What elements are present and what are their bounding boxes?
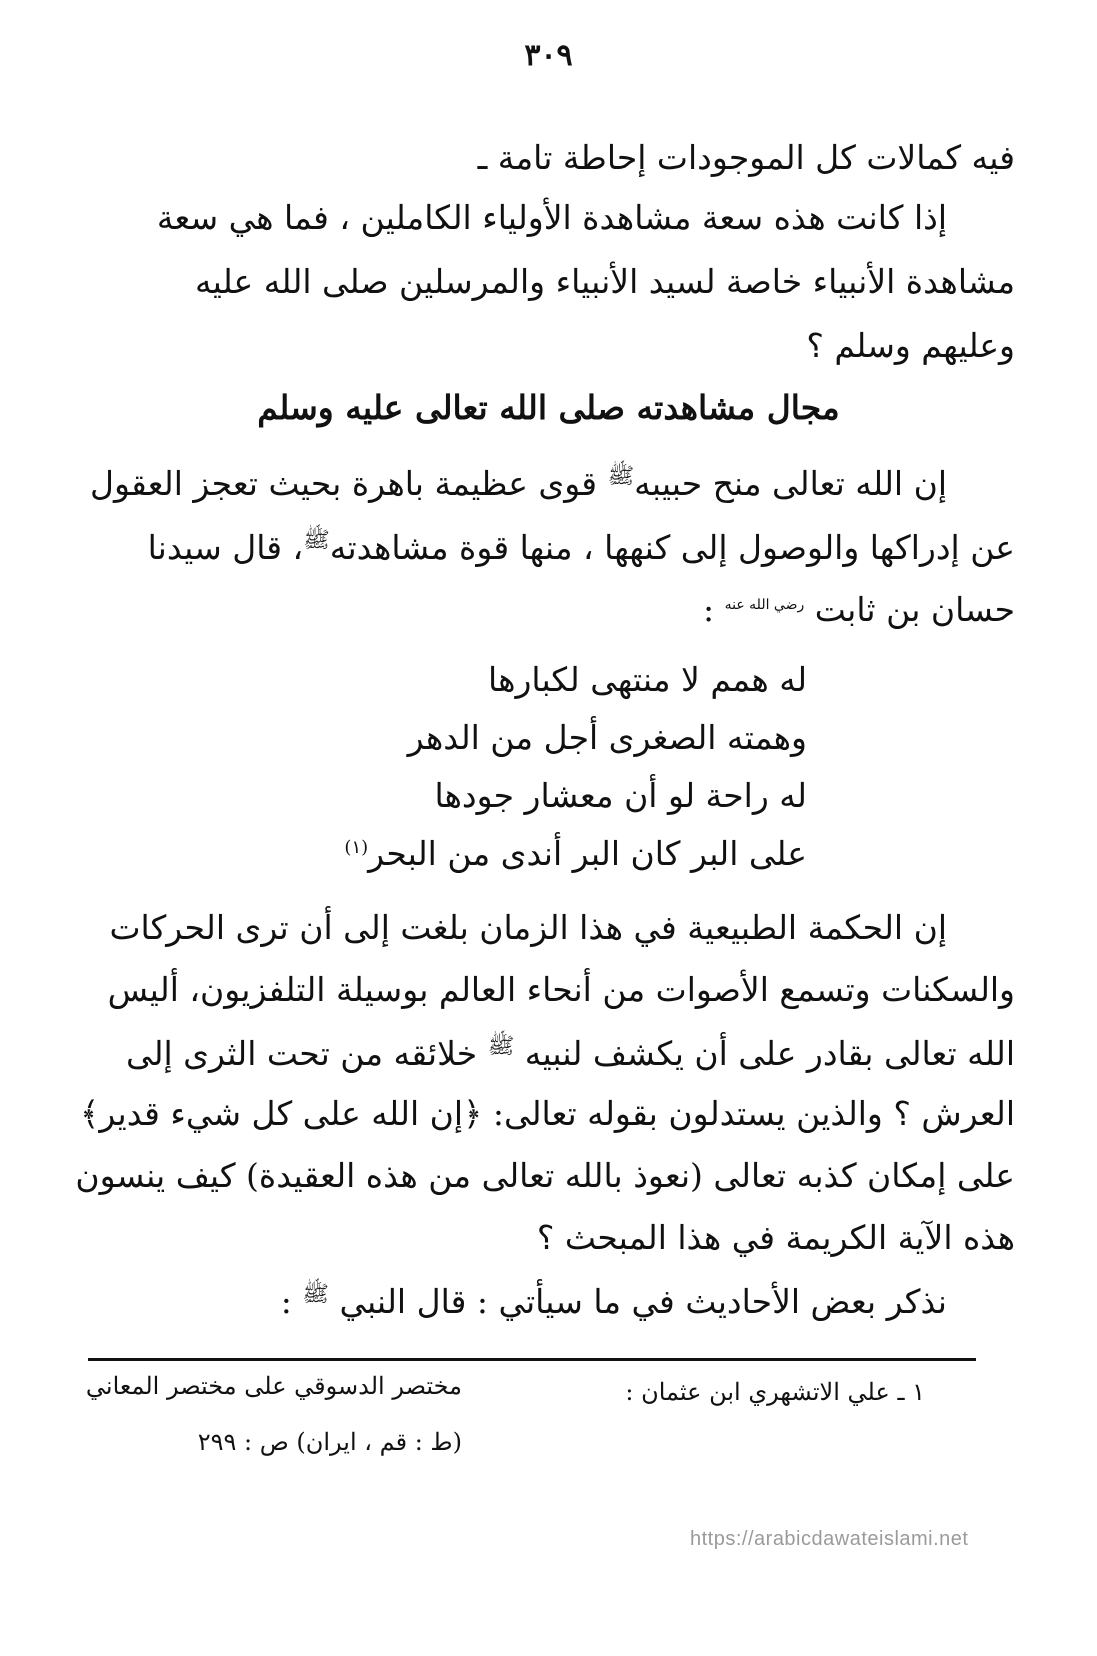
paragraph-2-line-1 (90, 462, 947, 503)
paragraph-1-line-3: وعليهم وسلم ؟ (806, 326, 1015, 365)
paragraph-3-line-5: على إمكان كذبه تعالى (نعوذ بالله تعالى من هذه العقيدة) كيف ينسون (75, 1156, 1015, 1195)
paragraph-2-line-3a: حسان بن ثابت (814, 590, 1015, 629)
honorific-saw: ﷺ (607, 464, 635, 489)
watermark: https://arabicdawateislami.net (690, 1528, 969, 1550)
verse-1: له همم لا منتهى لكبارها (488, 660, 807, 699)
paragraph-2-line-3 (703, 590, 1015, 629)
paragraph-2-line-1b: قوى عظيمة باهرة بحيث تعجز العقول (90, 464, 598, 503)
paragraph-2-line-2 (148, 526, 1015, 567)
paragraph-3-line-2: والسكنات وتسمع الأصوات من أنحاء العالم بوسيلة التلفزيون، أليس (107, 970, 1015, 1009)
paragraph-3-line-1: إن الحكمة الطبيعية في هذا الزمان بلغت إلى أن ترى الحركات (109, 908, 947, 947)
paragraph-2-line-1a: إن الله تعالى منح حبيبه (634, 464, 947, 503)
verse-4-text: على البر كان البر أندى من البحر (368, 834, 807, 873)
footnote-author: علي الاتشهري ابن عثمان : (625, 1378, 890, 1406)
footnote-title: مختصر الدسوقي على مختصر المعاني (85, 1372, 462, 1400)
footnote-1 (625, 1378, 925, 1406)
footnote-edition: (ط : قم ، ايران) ص : ٢٩٩ (197, 1428, 462, 1456)
intro-line: فيه كمالات كل الموجودات إحاطة تامة ـ (477, 138, 1015, 177)
paragraph-3-line-4: العرش ؟ والذين يستدلون بقوله تعالى: ﴿إن الله على كل شيء قدير﴾ (80, 1094, 1015, 1133)
paragraph-2-line-3b: : (703, 590, 715, 629)
page-number: ٣٠٩ (524, 38, 573, 73)
section-heading: مجال مشاهدته صلى الله تعالى عليه وسلم (257, 388, 840, 427)
footnote-marker: (١) (344, 837, 369, 858)
closing-line (281, 1280, 947, 1321)
footnote-marker-number: ١ ـ (897, 1378, 925, 1406)
verse-4 (327, 834, 807, 873)
paragraph-2-line-2a: عن إدراكها والوصول إلى كنهها ، منها قوة مشاهدته (329, 528, 1015, 567)
paragraph-3-line-3 (126, 1032, 1015, 1073)
verse-2: وهمته الصغرى أجل من الدهر (407, 718, 807, 757)
paragraph-3-line-3a: الله تعالى بقادر على أن يكشف لنبيه (524, 1034, 1015, 1073)
honorific-saw: ﷺ (302, 1282, 329, 1307)
honorific-saw: ﷺ (487, 1034, 515, 1059)
closing-line-b: : (280, 1282, 292, 1321)
paragraph-2-line-2b: ، قال سيدنا (147, 528, 304, 567)
paragraph-3-line-3b: خلائقه من تحت الثرى إلى (125, 1034, 478, 1073)
paragraph-3-line-6: هذه الآية الكريمة في هذا المبحث ؟ (536, 1218, 1015, 1257)
footnote-rule (88, 1358, 976, 1361)
verse-3: له راحة لو أن معشار جودها (434, 776, 807, 815)
paragraph-1-line-2: مشاهدة الأنبياء خاصة لسيد الأنبياء والمرسلين صلى الله عليه (194, 262, 1015, 301)
honorific-ra: رضي الله عنه (724, 597, 805, 613)
paragraph-1-line-1: إذا كانت هذه سعة مشاهدة الأولياء الكاملين ، فما هي سعة (156, 198, 947, 237)
honorific-saw: ﷺ (303, 528, 330, 553)
closing-line-a: نذكر بعض الأحاديث في ما سيأتي : قال النبي (339, 1282, 947, 1321)
